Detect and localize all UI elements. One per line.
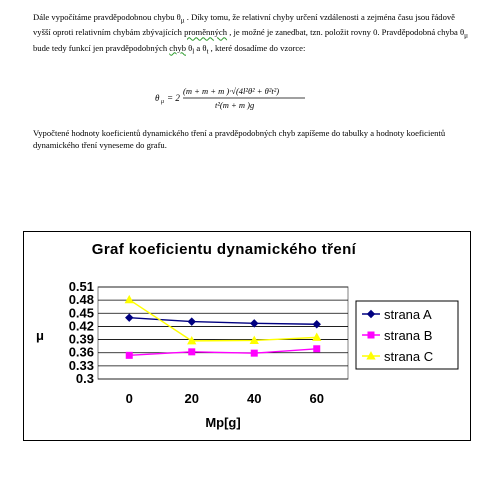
subscript: μ xyxy=(180,16,185,25)
text-run: a θ xyxy=(194,42,207,53)
y-tick-labels xyxy=(69,279,94,386)
svg-text:θ: θ xyxy=(155,93,160,103)
legend-marker xyxy=(368,332,374,338)
text-run: bude tedy funkcí jen pravděpodobných xyxy=(33,42,170,53)
spellcheck-word: chyb xyxy=(169,42,186,53)
x-tick-labels xyxy=(126,391,324,406)
subscript: l xyxy=(192,47,195,56)
x-tick-label: 60 xyxy=(309,391,324,406)
svg-text:t²(m + m )g: t²(m + m )g xyxy=(215,100,255,110)
y-tick-label: 0.51 xyxy=(68,279,94,294)
error-formula-image xyxy=(155,82,325,112)
subscript: t xyxy=(206,47,209,56)
text-run: . Díky tomu, že relativní chyby určení vzdálenosti a zejména času jsou řádově vyšší oproti relativním chybám zbývajících xyxy=(33,12,455,38)
y-axis-label: μ xyxy=(36,328,44,343)
text-run: θ xyxy=(186,42,193,53)
subscript: μ xyxy=(464,32,468,41)
data-point xyxy=(126,352,132,358)
data-point xyxy=(314,346,320,352)
y-tick-label: 0.48 xyxy=(68,292,94,308)
data-point xyxy=(189,349,195,355)
chart-svg xyxy=(24,232,472,442)
x-tick-label: 0 xyxy=(125,391,133,406)
x-tick-label: 20 xyxy=(184,391,199,406)
results-paragraph: Vypočtené hodnoty koeficientů dynamického tření a pravděpodobných chyb zapíšeme do tabulky a hodnoty koeficientů dynamického tření vyneseme do grafu. xyxy=(33,128,446,150)
legend xyxy=(362,307,433,364)
legend-label: strana C xyxy=(384,349,434,364)
y-tick-label: 0.42 xyxy=(68,318,94,334)
svg-text:μ: μ xyxy=(161,99,165,105)
svg-text:= 2: = 2 xyxy=(167,93,180,103)
legend-label: strana B xyxy=(384,328,433,343)
y-tick-label: 0.39 xyxy=(68,331,94,347)
data-point xyxy=(251,350,257,356)
y-tick-label: 0.3 xyxy=(75,371,94,386)
friction-chart xyxy=(23,231,471,441)
spellcheck-word: proměnných xyxy=(184,27,228,38)
plot-area xyxy=(98,287,348,379)
text-run: , které dosadíme do vzorce: xyxy=(208,42,306,53)
y-tick-label: 0.33 xyxy=(68,357,94,373)
intro-paragraph xyxy=(33,12,473,58)
x-tick-label: 40 xyxy=(247,391,262,406)
y-tick-label: 0.45 xyxy=(68,305,94,321)
svg-text:(m + m + m )·√(4l²θ² + θ²t²): (m + m + m )·√(4l²θ² + θ²t²) xyxy=(183,86,280,96)
text-run: , je možné je zanedbat, tzn. položit rovny 0. Pravděpodobná chyba θ xyxy=(227,27,465,38)
text-run: Dále vypočítáme pravděpodobnou chybu θ xyxy=(33,12,181,22)
y-tick-label: 0.36 xyxy=(68,344,94,360)
legend-label: strana A xyxy=(384,307,432,322)
chart-title: Graf koeficientu dynamického tření xyxy=(91,241,357,258)
x-axis-label: Mp[g] xyxy=(205,415,241,430)
